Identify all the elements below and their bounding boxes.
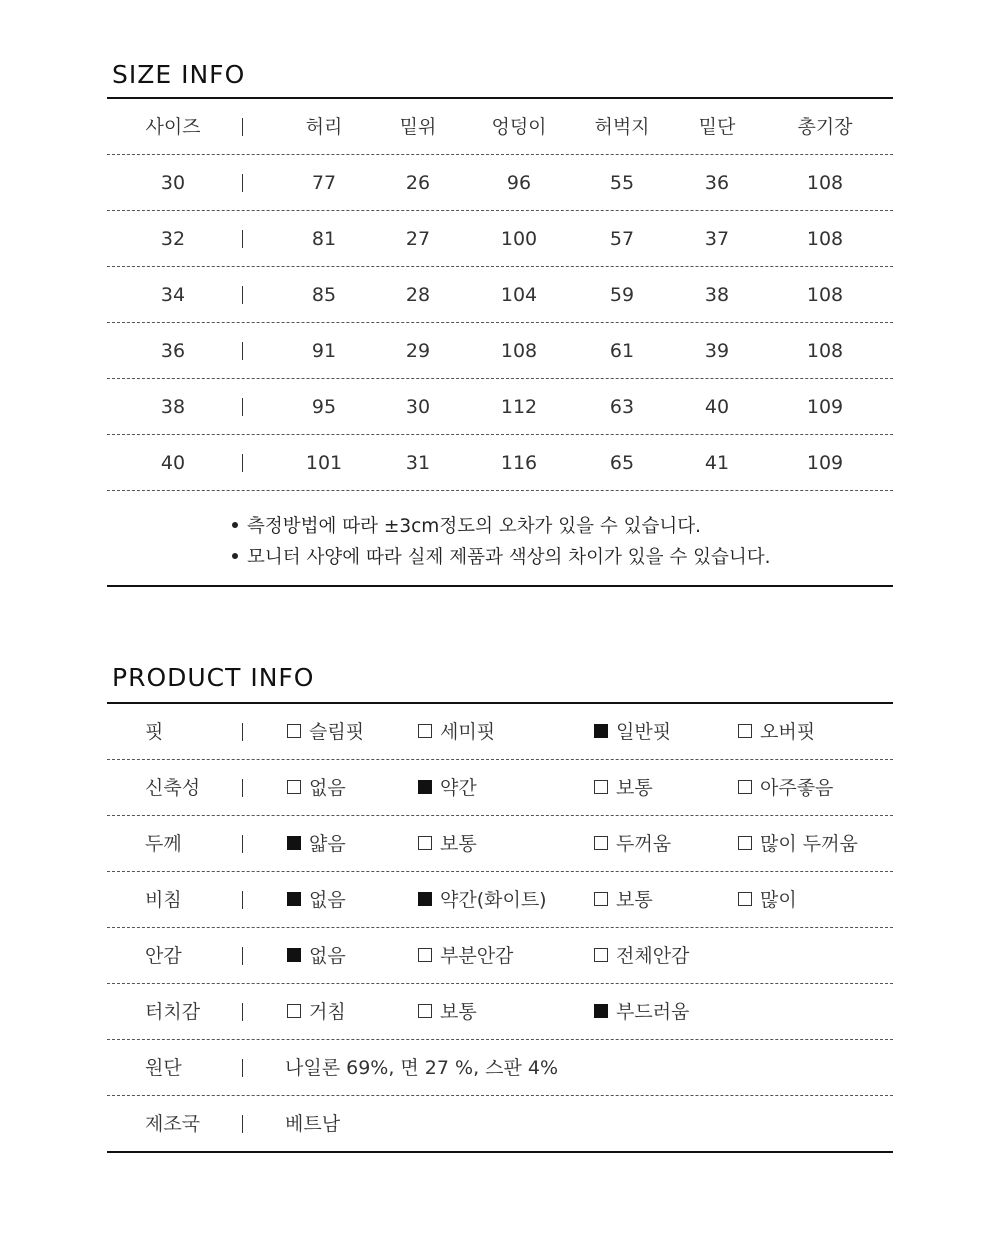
option-item — [418, 704, 495, 760]
option-label: 없음 — [309, 777, 346, 799]
option-item — [594, 704, 671, 760]
size-value-cell: 59 — [609, 284, 635, 306]
empty-box-icon — [287, 724, 301, 738]
empty-box-icon — [594, 892, 608, 906]
checked-box-icon — [418, 780, 432, 794]
empty-box-icon — [418, 724, 432, 738]
option-label: 거침 — [309, 1001, 346, 1023]
option-label: 많이 — [760, 889, 797, 911]
size-value-cell: 100 — [500, 228, 538, 250]
column-separator — [242, 174, 243, 192]
size-value-cell: 40 — [704, 396, 730, 418]
column-separator — [242, 1003, 243, 1021]
product-row — [107, 872, 893, 928]
option-item — [418, 760, 477, 816]
checked-box-icon — [287, 836, 301, 850]
size-value-cell: 41 — [704, 452, 730, 474]
product-row — [107, 1096, 893, 1152]
option-label: 오버핏 — [760, 721, 816, 743]
product-label: 비침 — [145, 889, 182, 911]
product-label: 두께 — [145, 833, 182, 855]
empty-box-icon — [287, 1004, 301, 1018]
product-label: 신축성 — [145, 777, 201, 799]
size-value-cell: 101 — [305, 452, 343, 474]
size-value-cell: 39 — [704, 340, 730, 362]
option-item — [287, 928, 346, 984]
product-label: 제조국 — [145, 1113, 201, 1135]
empty-box-icon — [738, 836, 752, 850]
option-item — [738, 872, 797, 928]
size-row — [107, 379, 893, 435]
option-label: 슬림핏 — [309, 721, 365, 743]
empty-box-icon — [594, 836, 608, 850]
size-label-cell: 40 — [160, 452, 186, 474]
option-item — [418, 984, 477, 1040]
size-value-cell: 81 — [311, 228, 337, 250]
empty-box-icon — [418, 1004, 432, 1018]
size-value-cell: 28 — [405, 284, 431, 306]
empty-box-icon — [287, 780, 301, 794]
column-separator — [242, 947, 243, 965]
size-value-cell: 55 — [609, 172, 635, 194]
size-value-cell: 허벅지 — [594, 116, 650, 138]
option-label: 일반핏 — [616, 721, 672, 743]
option-label: 전체안감 — [616, 945, 690, 967]
size-value-cell: 밑위 — [399, 116, 437, 138]
empty-box-icon — [594, 948, 608, 962]
product-info-bottom-rule — [107, 1151, 893, 1153]
size-row — [107, 323, 893, 379]
size-value-cell: 37 — [704, 228, 730, 250]
empty-box-icon — [738, 780, 752, 794]
size-row — [107, 211, 893, 267]
size-value-cell: 26 — [405, 172, 431, 194]
size-value-cell: 108 — [806, 172, 844, 194]
size-row — [107, 267, 893, 323]
option-item — [418, 872, 547, 928]
size-value-cell: 77 — [311, 172, 337, 194]
option-item — [287, 872, 346, 928]
product-value: 베트남 — [285, 1113, 341, 1135]
option-item — [738, 816, 858, 872]
product-info-title: PRODUCT INFO — [112, 663, 315, 692]
size-value-cell: 108 — [500, 340, 538, 362]
option-item — [418, 928, 513, 984]
size-value-cell: 38 — [704, 284, 730, 306]
option-label: 없음 — [309, 945, 346, 967]
option-item — [287, 704, 364, 760]
size-header-row — [107, 99, 893, 155]
size-label-cell: 38 — [160, 396, 186, 418]
option-item — [287, 984, 346, 1040]
option-item — [594, 760, 653, 816]
size-value-cell: 29 — [405, 340, 431, 362]
empty-box-icon — [738, 892, 752, 906]
checked-box-icon — [287, 948, 301, 962]
size-value-cell: 104 — [500, 284, 538, 306]
column-separator — [242, 454, 243, 472]
size-value-cell: 109 — [806, 396, 844, 418]
size-value-cell: 96 — [506, 172, 532, 194]
row-divider — [107, 490, 893, 491]
option-label: 부드러움 — [616, 1001, 690, 1023]
note-item: 측정방법에 따라 ±3cm정도의 오차가 있을 수 있습니다. — [232, 511, 770, 542]
size-value-cell: 허리 — [305, 116, 343, 138]
column-separator — [242, 723, 243, 741]
product-value: 나일론 69%, 면 27 %, 스판 4% — [285, 1057, 559, 1079]
size-value-cell: 85 — [311, 284, 337, 306]
size-value-cell: 밑단 — [698, 116, 736, 138]
option-item — [594, 984, 689, 1040]
size-value-cell: 31 — [405, 452, 431, 474]
size-value-cell: 27 — [405, 228, 431, 250]
size-value-cell: 112 — [500, 396, 538, 418]
empty-box-icon — [418, 836, 432, 850]
option-label: 보통 — [440, 833, 477, 855]
checked-box-icon — [287, 892, 301, 906]
product-row — [107, 928, 893, 984]
product-row — [107, 1040, 893, 1096]
option-label: 많이 두꺼움 — [760, 833, 858, 855]
bullet-icon — [232, 522, 238, 528]
size-value-cell: 109 — [806, 452, 844, 474]
product-label: 원단 — [145, 1057, 182, 1079]
column-separator — [242, 779, 243, 797]
column-separator — [242, 1059, 243, 1077]
size-value-cell: 63 — [609, 396, 635, 418]
bullet-icon — [232, 553, 238, 559]
product-row — [107, 984, 893, 1040]
size-value-cell: 95 — [311, 396, 337, 418]
option-label: 세미핏 — [440, 721, 496, 743]
size-label-cell: 30 — [160, 172, 186, 194]
size-value-cell: 30 — [405, 396, 431, 418]
column-separator — [242, 286, 243, 304]
option-label: 보통 — [440, 1001, 477, 1023]
size-label-cell: 36 — [160, 340, 186, 362]
size-value-cell: 57 — [609, 228, 635, 250]
option-label: 부분안감 — [440, 945, 514, 967]
option-item — [594, 928, 689, 984]
option-label: 두꺼움 — [616, 833, 672, 855]
size-info-title: SIZE INFO — [112, 60, 246, 89]
column-separator — [242, 118, 243, 136]
size-label-cell: 32 — [160, 228, 186, 250]
product-row — [107, 760, 893, 816]
size-value-cell: 91 — [311, 340, 337, 362]
size-value-cell: 엉덩이 — [491, 116, 547, 138]
option-item — [738, 760, 833, 816]
product-row — [107, 816, 893, 872]
size-value-cell: 108 — [806, 228, 844, 250]
option-label: 약간 — [440, 777, 477, 799]
product-label: 안감 — [145, 945, 182, 967]
product-label: 터치감 — [145, 1001, 201, 1023]
size-label-cell: 34 — [160, 284, 186, 306]
option-item — [287, 816, 346, 872]
option-item — [287, 760, 346, 816]
size-value-cell: 108 — [806, 284, 844, 306]
size-row — [107, 435, 893, 491]
product-label: 핏 — [145, 721, 164, 743]
option-item — [594, 872, 653, 928]
checked-box-icon — [594, 1004, 608, 1018]
option-label: 보통 — [616, 889, 653, 911]
empty-box-icon — [418, 948, 432, 962]
note-item: 모니터 사양에 따라 실제 제품과 색상의 차이가 있을 수 있습니다. — [232, 542, 770, 573]
size-info-bottom-rule — [107, 585, 893, 587]
column-separator — [242, 1115, 243, 1133]
size-row — [107, 155, 893, 211]
option-item — [738, 704, 815, 760]
checked-box-icon — [418, 892, 432, 906]
size-value-cell: 116 — [500, 452, 538, 474]
option-label: 아주좋음 — [760, 777, 834, 799]
column-separator — [242, 342, 243, 360]
empty-box-icon — [738, 724, 752, 738]
size-value-cell: 총기장 — [797, 116, 853, 138]
empty-box-icon — [594, 780, 608, 794]
option-item — [594, 816, 671, 872]
column-separator — [242, 891, 243, 909]
size-value-cell: 61 — [609, 340, 635, 362]
column-separator — [242, 835, 243, 853]
column-separator — [242, 398, 243, 416]
option-label: 없음 — [309, 889, 346, 911]
size-value-cell: 65 — [609, 452, 635, 474]
column-separator — [242, 230, 243, 248]
size-value-cell: 36 — [704, 172, 730, 194]
option-item — [418, 816, 477, 872]
product-row — [107, 704, 893, 760]
option-label: 얇음 — [309, 833, 346, 855]
size-notes — [232, 511, 770, 573]
option-label: 보통 — [616, 777, 653, 799]
checked-box-icon — [594, 724, 608, 738]
size-value-cell: 108 — [806, 340, 844, 362]
option-label: 약간(화이트) — [440, 889, 547, 911]
size-label-cell: 사이즈 — [145, 116, 201, 138]
